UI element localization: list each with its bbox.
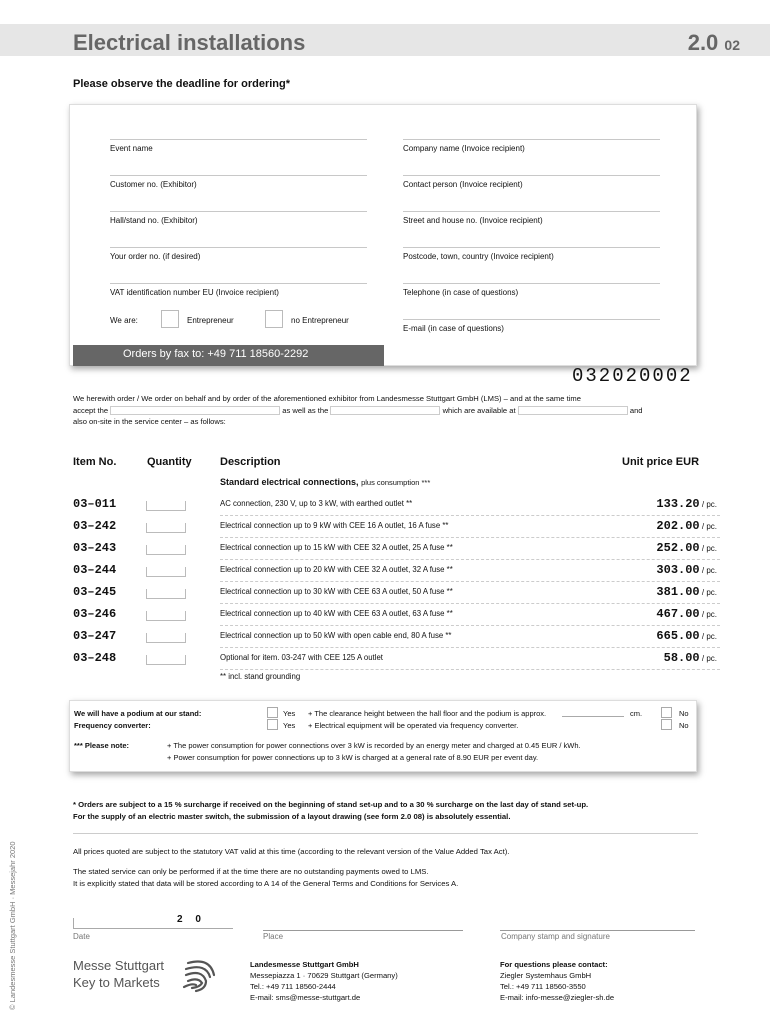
form-code: 032020002 <box>572 365 693 387</box>
place-line[interactable] <box>263 930 463 931</box>
podium-no-label: No <box>679 709 689 718</box>
terms-input[interactable] <box>110 406 280 415</box>
vat-note: All prices quoted are subject to the statutory VAT valid at this time (according to the relevant version of the Value Added Tax Act). <box>73 847 510 856</box>
copyright-vertical: © Landesmesse Stuttgart GmbH · Messejahr 2020 <box>8 841 17 1010</box>
entrepreneur-label: Entrepreneur <box>187 316 234 325</box>
unit-price: 467.00 / pc. <box>656 607 717 621</box>
row-separator <box>220 669 720 670</box>
item-description: Electrical connection up to 40 kW with CEE 63 A outlet, 63 A fuse ** <box>220 609 453 618</box>
unit-price: 665.00 / pc. <box>656 629 717 643</box>
no-entrepreneur-label: no Entrepreneur <box>291 316 349 325</box>
col-item-no: Item No. <box>73 456 117 468</box>
intro-text: We herewith order / We order on behalf and by order of the aforementioned exhibitor from Landesmesse Stuttgart GmbH (LMS) – and at the same time accept the as well as the which are available at and also on-site in the service center – as follows: <box>73 394 643 426</box>
item-description: Electrical connection up to 20 kW with CEE 32 A outlet, 32 A fuse ** <box>220 565 453 574</box>
unit-price: 381.00 / pc. <box>656 585 717 599</box>
company-name-field[interactable]: Company name (Invoice recipient) <box>403 139 660 159</box>
unit-price: 202.00 / pc. <box>656 519 717 533</box>
date-input[interactable] <box>73 918 233 929</box>
unit-price: 303.00 / pc. <box>656 563 717 577</box>
podium-label: We will have a podium at our stand: <box>74 709 202 718</box>
item-description: Electrical connection up to 9 kW with CEE 16 A outlet, 16 A fuse ** <box>220 521 449 530</box>
item-description: Electrical connection up to 50 kW with open cable end, 80 A fuse ** <box>220 631 452 640</box>
podium-yes-checkbox[interactable] <box>267 707 278 718</box>
freq-no-label: No <box>679 721 689 730</box>
item-number: 03–243 <box>73 541 117 555</box>
divider <box>73 833 698 834</box>
row-separator <box>220 625 720 626</box>
page-title: Electrical installations <box>73 30 306 55</box>
we-are-label: We are: <box>110 316 138 325</box>
place-label: Place <box>263 932 284 941</box>
stamp-label: Company stamp and signature <box>501 932 610 941</box>
item-number: 03–247 <box>73 629 117 643</box>
grounding-note: ** incl. stand grounding <box>220 672 301 681</box>
street-field[interactable]: Street and house no. (Invoice recipient) <box>403 211 660 231</box>
item-description: Optional for item. 03-247 with CEE 125 A outlet <box>220 653 383 662</box>
item-number: 03–246 <box>73 607 117 621</box>
item-number: 03–011 <box>73 497 117 511</box>
col-unit-price: Unit price EUR <box>622 456 700 468</box>
cm-label: cm. <box>630 709 643 718</box>
entrepreneur-checkbox[interactable] <box>161 310 179 328</box>
customer-no-field[interactable]: Customer no. (Exhibitor) <box>110 175 367 195</box>
item-description: AC connection, 230 V, up to 3 kW, with earthed outlet ** <box>220 499 413 508</box>
order-no-field[interactable]: Your order no. (if desired) <box>110 247 367 267</box>
conditions-input[interactable] <box>330 406 440 415</box>
signature-line[interactable] <box>500 930 695 931</box>
podium-no-checkbox[interactable] <box>661 707 672 718</box>
col-quantity: Quantity <box>147 456 192 468</box>
row-separator <box>220 603 720 604</box>
freq-yes-checkbox[interactable] <box>267 719 278 730</box>
email-field[interactable]: E-mail (in case of questions) <box>403 319 660 339</box>
unit-price: 252.00 / pc. <box>656 541 717 555</box>
row-separator <box>220 581 720 582</box>
contact-person-field[interactable]: Contact person (Invoice recipient) <box>403 175 660 195</box>
deadline-notice: Please observe the deadline for ordering* <box>73 78 291 90</box>
item-number: 03–242 <box>73 519 117 533</box>
row-separator <box>220 559 720 560</box>
lms-address: Landesmesse Stuttgart GmbH Messepiazza 1 · 70629 Stuttgart (Germany) Tel.: +49 711 18560-2444 E-mail: sms@messe-stuttgart.de <box>250 960 398 1002</box>
no-entrepreneur-checkbox[interactable] <box>265 310 283 328</box>
postcode-field[interactable]: Postcode, town, country (Invoice recipient) <box>403 247 660 267</box>
note-line-1: + The power consumption for power connections over 3 kW is recorded by an energy meter and charged at 0.45 EUR / kWh. <box>167 741 581 750</box>
form-number: 2.0 02 <box>687 30 740 55</box>
row-separator <box>220 647 720 648</box>
fax-bar: Orders by fax to: +49 711 18560-2292 <box>73 345 384 366</box>
clearance-input[interactable] <box>562 707 624 717</box>
telephone-field[interactable]: Telephone (in case of questions) <box>403 283 660 303</box>
quantity-input[interactable] <box>146 655 186 665</box>
freq-yes-label: Yes <box>283 721 296 730</box>
quantity-input[interactable] <box>146 501 186 511</box>
freq-text: + Electrical equipment will be operated via frequency converter. <box>308 721 519 730</box>
freq-label: Frequency converter: <box>74 721 151 730</box>
item-number: 03–244 <box>73 563 117 577</box>
podium-yes-label: Yes <box>283 709 296 718</box>
item-number: 03–245 <box>73 585 117 599</box>
vat-field[interactable]: VAT identification number EU (Invoice recipient) <box>110 283 367 303</box>
quantity-input[interactable] <box>146 567 186 577</box>
section-heading: Standard electrical connections, plus consumption *** <box>220 477 431 487</box>
item-description: Electrical connection up to 15 kW with CEE 32 A outlet, 25 A fuse ** <box>220 543 453 552</box>
quantity-input[interactable] <box>146 611 186 621</box>
date-label: Date <box>73 932 90 941</box>
item-description: Electrical connection up to 30 kW with CEE 63 A outlet, 50 A fuse ** <box>220 587 453 596</box>
location-input[interactable] <box>518 406 628 415</box>
row-separator <box>220 515 720 516</box>
item-number: 03–248 <box>73 651 117 665</box>
year-prefix: 2 0 <box>177 914 206 925</box>
surcharge-notes: * Orders are subject to a 15 % surcharge if received on the beginning of stand set-up and to a 30 % surcharge on the last day of stand set-up. For the supply of an electric master switch, the submission of a layout drawing (see form 2.0 08) is absolutely essential. <box>73 800 589 821</box>
col-description: Description <box>220 456 281 468</box>
data-note: It is explicitly stated that data will be stored according to A 14 of the General Terms and Conditions for Services A. <box>73 879 459 888</box>
podium-panel <box>69 700 697 772</box>
messe-logo: Messe Stuttgart Key to Markets <box>73 958 165 990</box>
row-separator <box>220 537 720 538</box>
hall-stand-field[interactable]: Hall/stand no. (Exhibitor) <box>110 211 367 231</box>
freq-no-checkbox[interactable] <box>661 719 672 730</box>
unit-price: 133.20 / pc. <box>656 497 717 511</box>
event-name-field[interactable]: Event name <box>110 139 367 159</box>
quantity-input[interactable] <box>146 589 186 599</box>
quantity-input[interactable] <box>146 545 186 555</box>
contact-address: For questions please contact: Ziegler Systemhaus GmbH Tel.: +49 711 18560-3550 E-mail: info-messe@ziegler-sh.de <box>500 960 615 1002</box>
quantity-input[interactable] <box>146 523 186 533</box>
note-line-2: + Power consumption for power connections up to 3 kW is charged at a general rate of 8.90 EUR per event day. <box>167 753 539 762</box>
unit-price: 58.00 / pc. <box>663 651 717 665</box>
order-details-panel <box>69 104 697 366</box>
please-note-label: *** Please note: <box>74 741 130 750</box>
quantity-input[interactable] <box>146 633 186 643</box>
fingerprint-logo-icon <box>180 955 220 995</box>
service-note: The stated service can only be performed if at the time there are no outstanding payments owed to LMS. <box>73 867 429 876</box>
podium-text: + The clearance height between the hall floor and the podium is approx. <box>308 709 547 718</box>
